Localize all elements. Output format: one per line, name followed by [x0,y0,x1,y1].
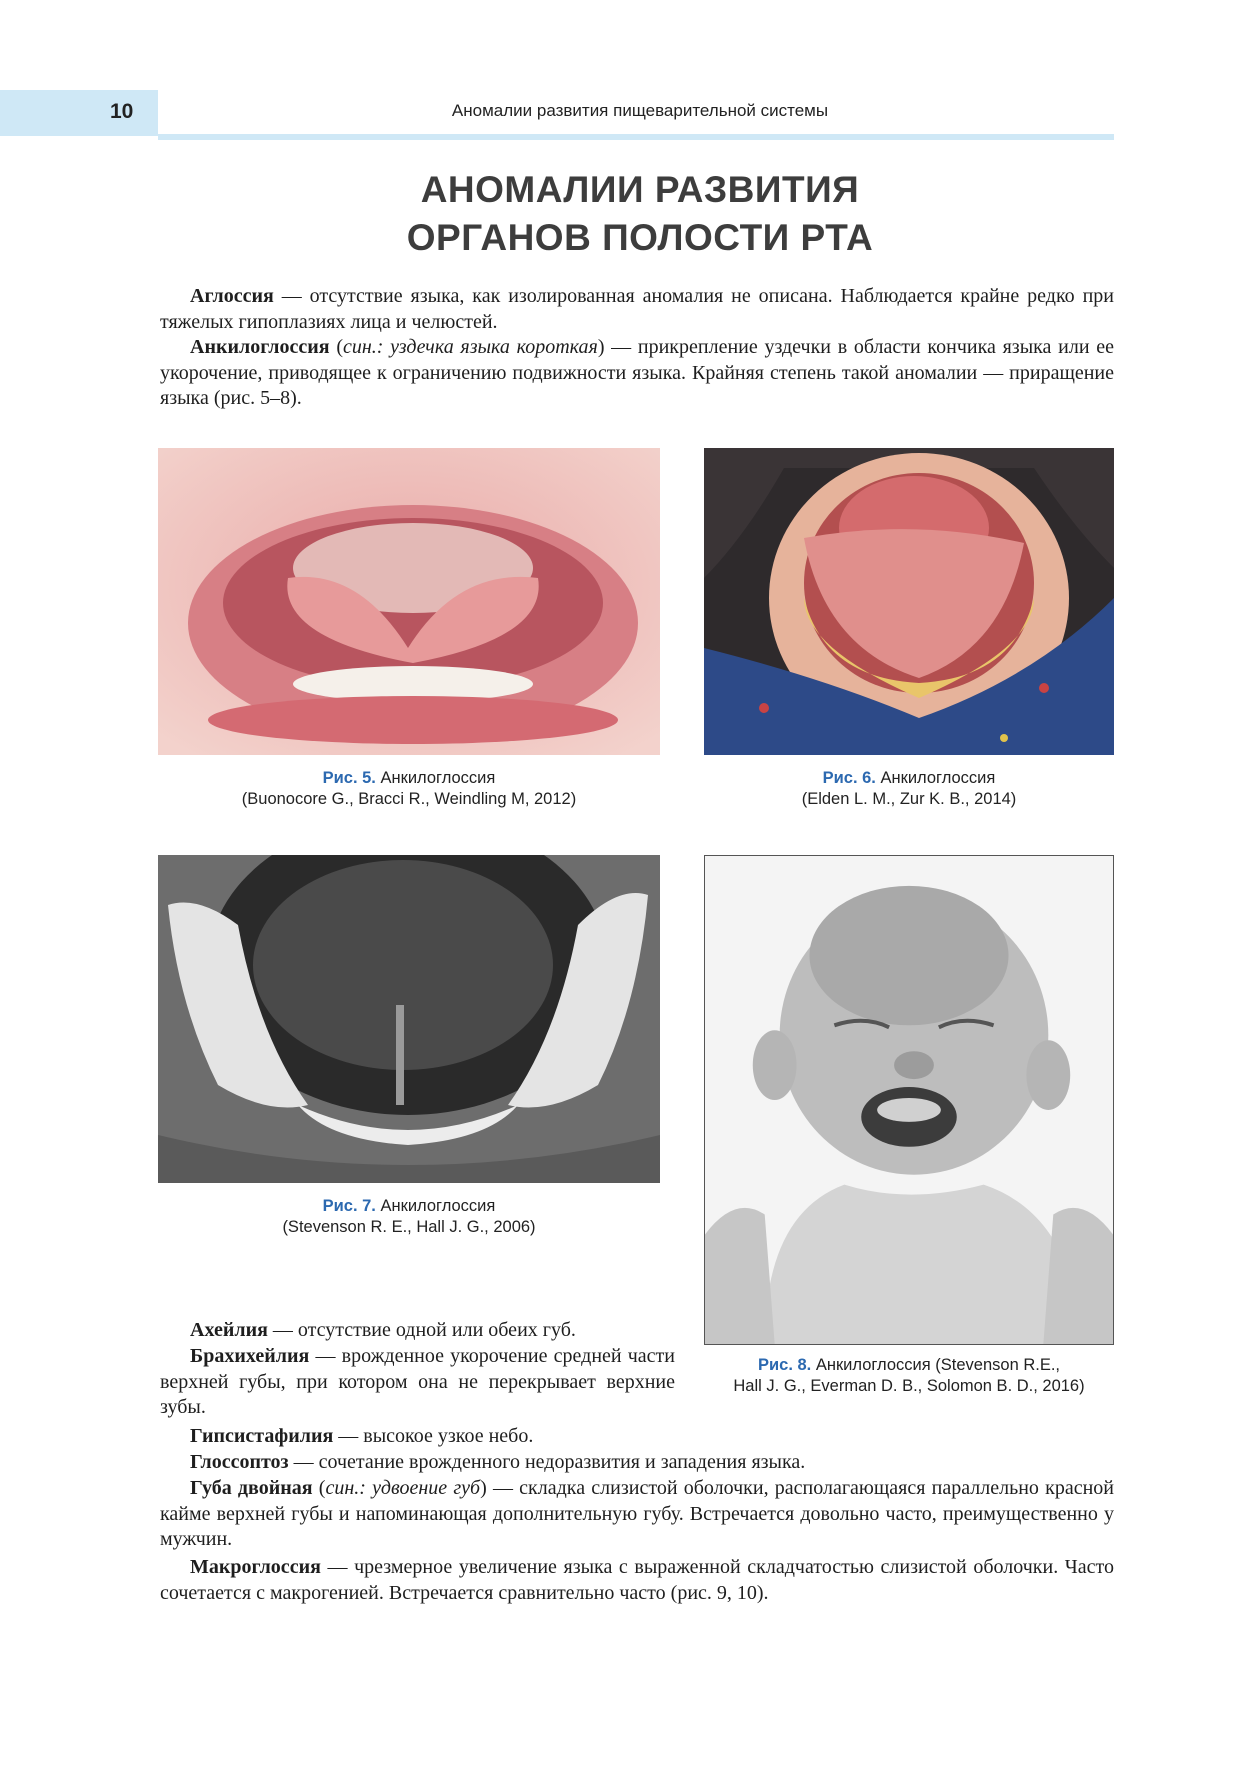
figure-6-photo [704,448,1114,755]
figure-8-caption-line-1 [704,1355,1114,1376]
figure-5-source: (Buonocore G., Bracci R., Weindling M, 2012) [241,790,577,808]
chapter-title-line-2: ОРГАНОВ ПОЛОСТИ РТА [406,217,874,258]
page-number: 10 [110,100,134,123]
term-acheilia: Ахейлия [190,1319,268,1341]
figure-8-photo [704,855,1114,1345]
paragraph-double-lip [160,1476,1114,1553]
paragraph-acheilia [160,1318,675,1344]
figure-7-caption [158,1196,660,1238]
figure-7-caption-line-1 [158,1196,660,1217]
paragraph-aglossia [160,284,1114,335]
running-header-title: Аномалии развития пищеварительной системы [451,101,829,120]
figure-5-photo [158,448,660,755]
text-brachycheilia: — врожденное укорочение средней части верхней губы, при котором она не перекрывает верхние зубы. [160,1345,675,1418]
term-brachycheilia: Брахихейлия [190,1345,310,1367]
paragraph-brachycheilia [160,1344,675,1421]
text-glossoptosis: — сочетание врожденного недоразвития и западения языка. [288,1451,806,1473]
term-macroglossia: Макроглоссия [190,1556,321,1578]
paragraph-macroglossia [160,1555,1114,1606]
figure-5-title: Анкилоглоссия [375,769,496,787]
figure-8-caption [704,1355,1114,1397]
figure-8-label: Рис. 8. [758,1356,812,1374]
synonym-ankyloglossia: син.: уздечка языка короткая [343,336,598,358]
term-aglossia: Аглоссия [190,285,274,307]
figure-6-caption-line-1 [704,768,1114,789]
figure-6-source: (Elden L. M., Zur K. B., 2014) [801,790,1017,808]
text-hypsistaphylia: — высокое узкое небо. [333,1425,534,1447]
term-glossoptosis: Глоссоптоз [190,1451,289,1473]
paragraph-ankyloglossia [160,335,1114,412]
figure-6-title: Анкилоглоссия [875,769,996,787]
chapter-title [160,166,1120,262]
figure-6-label: Рис. 6. [822,769,876,787]
header-rule [158,134,1114,140]
header-pagenum-background [0,90,158,136]
text-macroglossia: — чрезмерное увеличение языка с выраженной складчатостью слизистой оболочки. Часто сочетается с макрогенией. Встречается сравнительно часто (рис. 9, 10). [160,1556,1114,1604]
figure-5-caption-line-1 [158,768,660,789]
synonym-double-lip: син.: удвоение губ [325,1477,481,1499]
term-hypsistaphylia: Гипсистафилия [190,1425,334,1447]
figure-7-photo [158,855,660,1183]
figure-5-caption [158,768,660,810]
figure-6-caption [704,768,1114,810]
figure-8-source: Hall J. G., Everman D. B., Solomon B. D., 2016) [733,1377,1085,1395]
figure-7-title: Анкилоглоссия [375,1197,496,1215]
text-aglossia: — отсутствие языка, как изолированная аномалия не описана. Наблюдается крайне редко при тяжелых гипоплазиях лица и челюстей. [160,285,1114,333]
figure-5-label: Рис. 5. [322,769,376,787]
term-ankyloglossia: Анкилоглоссия [190,336,330,358]
chapter-title-line-1: АНОМАЛИИ РАЗВИТИЯ [420,169,860,210]
paren-open: ( [329,336,343,358]
text-acheilia: — отсутствие одной или обеих губ. [267,1319,576,1341]
term-double-lip: Губа двойная [190,1477,313,1499]
text-double-lip: ) — складка слизистой оболочки, располагающаяся параллельно красной кайме верхней губы и напоминающая дополнительную губу. Встречается довольно часто, преимущественно у мужчин. [160,1477,1114,1550]
figure-8-title: Анкилоглоссия (Stevenson R.E., [811,1356,1060,1374]
text-ankyloglossia: ) — прикрепление уздечки в области кончика языка или ее укорочение, приводящее к ограничению подвижности языка. Крайняя степень такой аномалии — приращение языка (рис. 5–8). [160,336,1114,409]
paragraph-hypsistaphylia [160,1424,1114,1450]
paragraph-glossoptosis [160,1450,1114,1476]
figure-7-label: Рис. 7. [322,1197,376,1215]
paren-open: ( [312,1477,326,1499]
figure-7-source: (Stevenson R. E., Hall J. G., 2006) [282,1218,536,1236]
